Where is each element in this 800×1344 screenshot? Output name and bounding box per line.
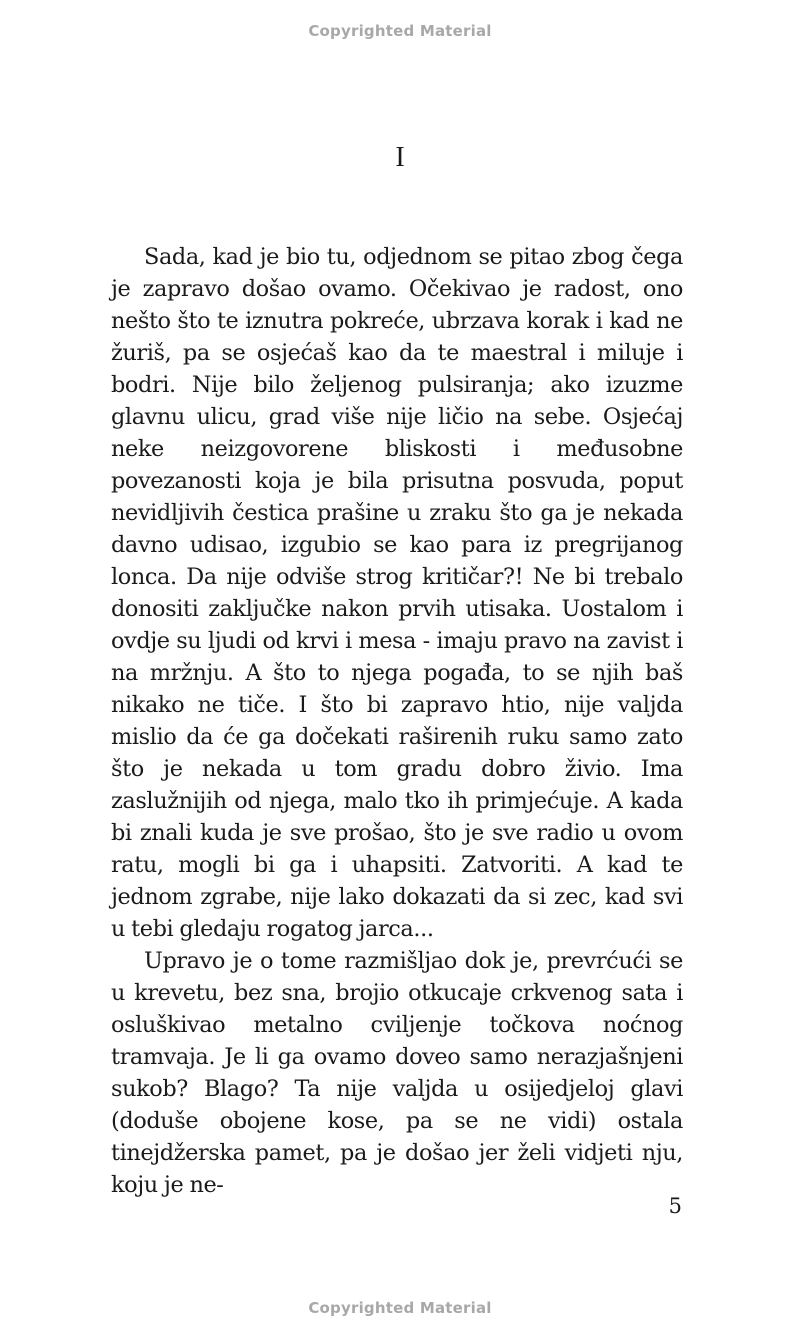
page-number: 5 (668, 1194, 682, 1218)
copyright-watermark-bottom: Copyrighted Material (308, 1299, 492, 1317)
copyright-watermark-top: Copyrighted Material (308, 22, 492, 40)
body-text (111, 241, 683, 1201)
paragraph-1: Sada, kad je bio tu, odjednom se pitao zbog čega je zapravo došao ovamo. Očekivao je radost, ono nešto što te iznutra pokreće, ubrzava korak i kad ne žuriš, pa se osjećaš kao da te maestral i miluje i bodri. Nije bilo željenog pulsiranja; ako izuzme glavnu ulicu, grad više nije ličio na sebe. Osjećaj neke neizgovorene bliskosti i međusobne povezanosti koja je bila prisutna posvuda, poput nevidljivih čestica prašine u zraku što ga je nekada davno udisao, izgubio se kao para iz pregrijanog lonca. Da nije odviše strog kritičar?! Ne bi trebalo donositi zaključke nakon prvih utisaka. Uostalom i ovdje su ljudi od krvi i mesa - imaju pravo na zavist i na mržnju. A što to njega pogađa, to se njih baš nikako ne tiče. I što bi zapravo htio, nije valjda mislio da će ga dočekati raširenih ruku samo zato što je nekada u tom gradu dobro živio. Ima zaslužnijih od njega, malo tko ih primjećuje. A kada bi znali kuda je sve prošao, što je sve radio u ovom ratu, mogli bi ga i uhapsiti. Zatvoriti. A kad te jednom zgrabe, nije lako dokazati da si zec, kad svi u tebi gledaju rogatog jarca... (111, 244, 683, 942)
chapter-title: I (395, 142, 405, 173)
paragraph-2: Upravo je o tome razmišljao dok je, prevrćući se u krevetu, bez sna, brojio otkucaje crkvenog sata i osluškivao metalno cviljenje točkova noćnog tramvaja. Je li ga ovamo doveo samo nerazjašnjeni sukob? Blago? Ta nije valjda u osijedjeloj glavi (doduše obojene kose, pa se ne vidi) ostala tinejdžerska pamet, pa je došao jer želi vidjeti nju, koju je ne- (111, 948, 683, 1198)
